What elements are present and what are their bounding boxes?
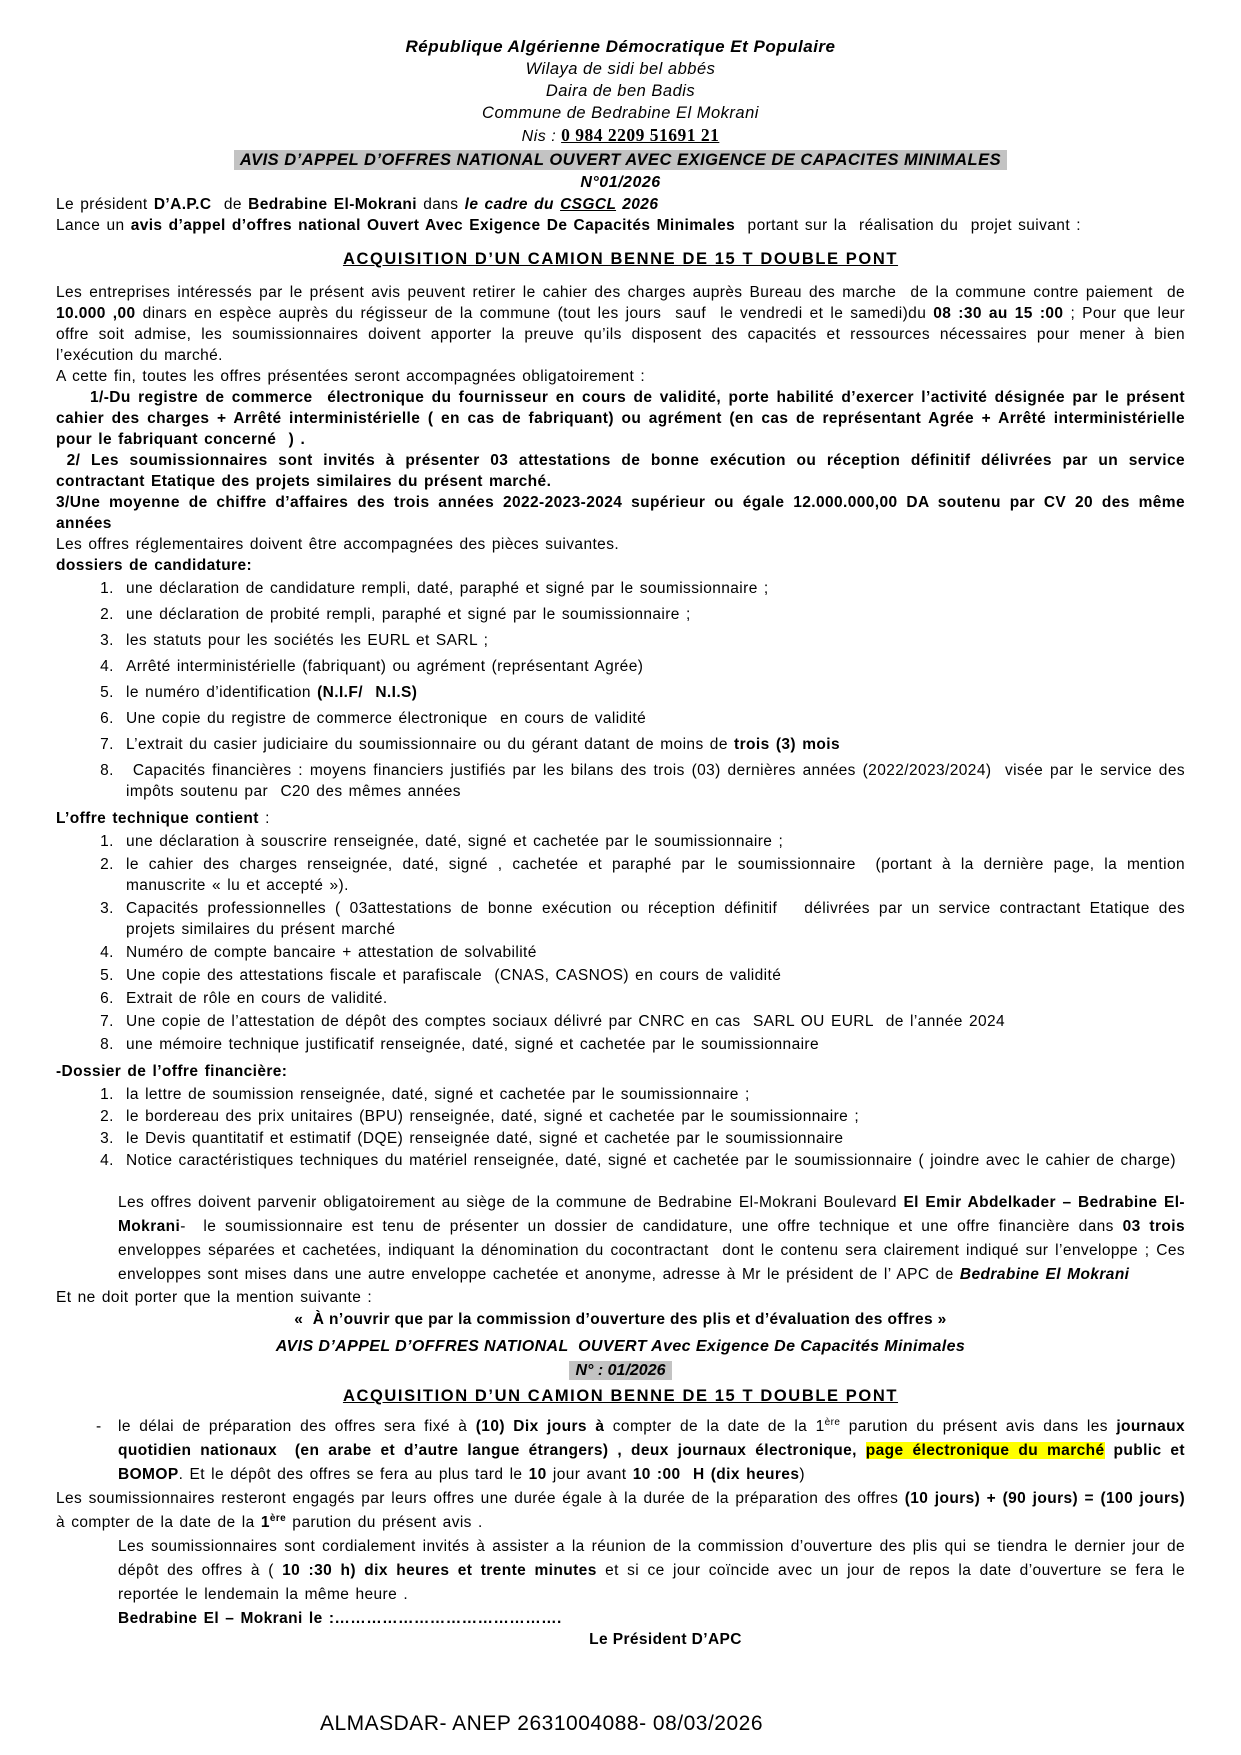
daira-line: Daira de ben Badis	[545, 82, 696, 100]
dash-bullet: -	[96, 1418, 102, 1435]
launch-line: Lance un avis d’appel d’offres national Ouvert Avec Exigence De Capacités Minimales portant sur la réalisation du projet suivant :	[56, 217, 1081, 234]
date-line: Bedrabine El – Mokrani le :…………………………………….	[118, 1610, 562, 1627]
mention-line: « À n’ouvrir que par la commission d’ouverture des plis et d’évaluation des offres »	[294, 1311, 947, 1328]
requirement-1: 1/-Du registre de commerce électronique du fournisseur en cours de validité, porte habilité d’exercer l’activité désignée par le présent cahier des charges + Arrêté interministérielle ( en cas de fabriquant) ou agrément (en cas de représentant Agrée + Arrêté interministérielle pour le fabriquant concerné ) .	[56, 389, 1192, 448]
list-item: 3. Capacités professionnelles ( 03attestations de bonne exécution ou réception définitif délivrées par un service contractant Etatique des projets similaires du présent marché	[120, 898, 1185, 940]
list-item: 3. le Devis quantitatif et estimatif (DQE) renseignée daté, signé et cachetée par le soumissionnaire	[120, 1128, 1185, 1149]
delay-list-item	[56, 1415, 1192, 1487]
technique-heading: L’offre technique contient :	[56, 810, 270, 827]
list-item: 2. le cahier des charges renseignée, daté, signé , cachetée et paraphé par le soumissionnaire (portant à la dernière page, la mention manuscrite « lu et accepté »).	[120, 854, 1185, 896]
list-item: 2. une déclaration de probité rempli, paraphé et signé par le soumissionnaire ;	[120, 604, 1185, 625]
nis-line: Nis : 0 984 2209 51691 21	[521, 125, 720, 145]
project-title-2: ACQUISITION D’UN CAMION BENNE DE 15 T DOUBLE PONT	[342, 1387, 899, 1405]
list-item: 7. L’extrait du casier judiciaire du soumissionnaire ou du gérant datant de moins de trois (3) mois	[120, 734, 1185, 755]
republic-title: République Algérienne Démocratique Et Populaire	[405, 37, 836, 56]
list-item: 4. Arrêté interministérielle (fabriquant) ou agrément (représentant Agrée)	[120, 656, 1185, 677]
list-item: 6. Une copie du registre de commerce électronique en cours de validité	[120, 708, 1185, 729]
list-item: 1. la lettre de soumission renseignée, daté, signé et cachetée par le soumissionnaire ;	[120, 1084, 1185, 1105]
opening-paragraph: Les soumissionnaires sont cordialement invités à assister a la réunion de la commission d’ouverture des plis qui se tiendra le dernier jour de dépôt des offres à ( 10 :30 h) dix heures et trente minutes et si ce jour coïncide avec un jour de repos la date d’ouverture se fera le reportée le lendemain la même heure .	[118, 1538, 1192, 1603]
footer-reference: ALMASDAR- ANEP 2631004088- 08/03/2026	[319, 1712, 764, 1735]
list-item: 8. une mémoire technique justificatif renseignée, daté, signé et cachetée par le soumissionnaire	[120, 1034, 1185, 1055]
list-item: 4. Numéro de compte bancaire + attestation de solvabilité	[120, 942, 1185, 963]
notice-number-2: N° : 01/2026	[56, 1362, 1185, 1380]
candidature-list	[56, 578, 1192, 802]
pieces-intro: Les offres réglementaires doivent être accompagnées des pièces suivantes.	[56, 536, 620, 553]
notice-number: N°01/2026	[580, 174, 661, 191]
project-title: ACQUISITION D’UN CAMION BENNE DE 15 T DOUBLE PONT	[342, 250, 899, 268]
financiere-heading: -Dossier de l’offre financière:	[56, 1063, 288, 1080]
list-item: 4. Notice caractéristiques techniques du matériel renseignée, daté, signé et cachetée par le soumissionnaire ( joindre avec le cahier de charge)	[120, 1150, 1185, 1171]
president-signature: Le Président D’APC	[589, 1631, 742, 1648]
mention-intro: Et ne doit porter que la mention suivante :	[56, 1289, 373, 1306]
submission-paragraph: Les offres doivent parvenir obligatoirement au siège de la commune de Bedrabine El-Mokrani Boulevard El Emir Abdelkader – Bedrabine El-Mokrani- le soumissionnaire est tenu de présenter un dossier de candidature, une offre technique et une offre financière dans 03 trois enveloppes séparées et cachetées, indiquant la dénomination du cocontractant dont le contenu sera clairement indiqué sur l’enveloppe ; Ces enveloppes sont mises dans une autre enveloppe cachetée et anonyme, adresse à Mr le président de l’ APC de Bedrabine El Mokrani	[118, 1194, 1198, 1283]
notice-title-2: AVIS D’APPEL D’OFFRES NATIONAL OUVERT Avec Exigence De Capacités Minimales	[275, 1338, 966, 1355]
list-item: 5. Une copie des attestations fiscale et parafiscale (CNAS, CASNOS) en cours de validité	[120, 965, 1185, 986]
list-item: 8. Capacités financières : moyens financiers justifiés par les bilans des trois (03) dernières années (2022/2023/2024) visée par le service des impôts soutenu par C20 des mêmes années	[120, 760, 1185, 802]
wilaya-line: Wilaya de sidi bel abbés	[525, 60, 716, 78]
requirement-2: 2/ Les soumissionnaires sont invités à présenter 03 attestations de bonne exécution ou réception définitif délivrées par un service contractant Etatique des projets similaires du présent marché.	[56, 452, 1192, 490]
financiere-list	[56, 1084, 1185, 1171]
list-item: 7. Une copie de l’attestation de dépôt des comptes sociaux délivré par CNRC en cas SARL OU EURL de l’année 2024	[120, 1011, 1185, 1032]
list-item: 5. le numéro d’identification (N.I.F/ N.I.S)	[120, 682, 1185, 703]
delay-paragraph: le délai de préparation des offres sera fixé à (10) Dix jours à compter de la date de la 1ère parution du présent avis dans les journaux quotidien nationaux (en arabe et d’autre langue étrangers) , deux journaux électronique, page électronique du marché public et BOMOP. Et le dépôt des offres se fera au plus tard le 10 jour avant 10 :00 H (dix heures)	[118, 1416, 1192, 1483]
technique-list	[56, 831, 1192, 1055]
candidature-heading: dossiers de candidature:	[56, 557, 253, 574]
list-item: 2. le bordereau des prix unitaires (BPU) renseignée, daté, signé et cachetée par le soumissionnaire ;	[120, 1106, 1185, 1127]
document-header	[56, 36, 1185, 194]
list-item: 1. une déclaration de candidature rempli, daté, paraphé et signé par le soumissionnaire ;	[120, 578, 1185, 599]
notice-title: AVIS D’APPEL D’OFFRES NATIONAL OUVERT AVEC EXIGENCE DE CAPACITES MINIMALES	[56, 148, 1185, 172]
list-item: 3. les statuts pour les sociétés les EURL et SARL ;	[120, 630, 1185, 651]
obligation-intro: A cette fin, toutes les offres présentées seront accompagnées obligatoirement :	[56, 368, 646, 385]
list-item: 6. Extrait de rôle en cours de validité.	[120, 988, 1185, 1009]
president-line: Le président D’A.P.C de Bedrabine El-Mokrani dans le cadre du CSGCL 2026	[56, 196, 659, 213]
engagement-paragraph: Les soumissionnaires resteront engagés par leurs offres une durée égale à la durée de la préparation des offres (10 jours) + (90 jours) = (100 jours) à compter de la date de la 1ère parution du présent avis .	[56, 1490, 1192, 1531]
fees-paragraph: Les entreprises intéressés par le présent avis peuvent retirer le cahier des charges auprès Bureau des marche de la commune contre paiement de 10.000 ,00 dinars en espèce auprès du régisseur de la commune (tout les jours sauf le vendredi et le samedi)du 08 :30 au 15 :00 ; Pour que leur offre soit admise, les soumissionnaires doivent apporter la preuve qu’ils disposent des capacités et ressources nécessaires pour mener à bien l’exécution du marché.	[56, 284, 1192, 364]
requirement-3: 3/Une moyenne de chiffre d’affaires des trois années 2022-2023-2024 supérieur ou égale 12.000.000,00 DA soutenu par CV 20 des même années	[56, 494, 1192, 532]
commune-line: Commune de Bedrabine El Mokrani	[482, 104, 759, 122]
list-item: 1. une déclaration à souscrire renseignée, daté, signé et cachetée par le soumissionnaire ;	[120, 831, 1185, 852]
